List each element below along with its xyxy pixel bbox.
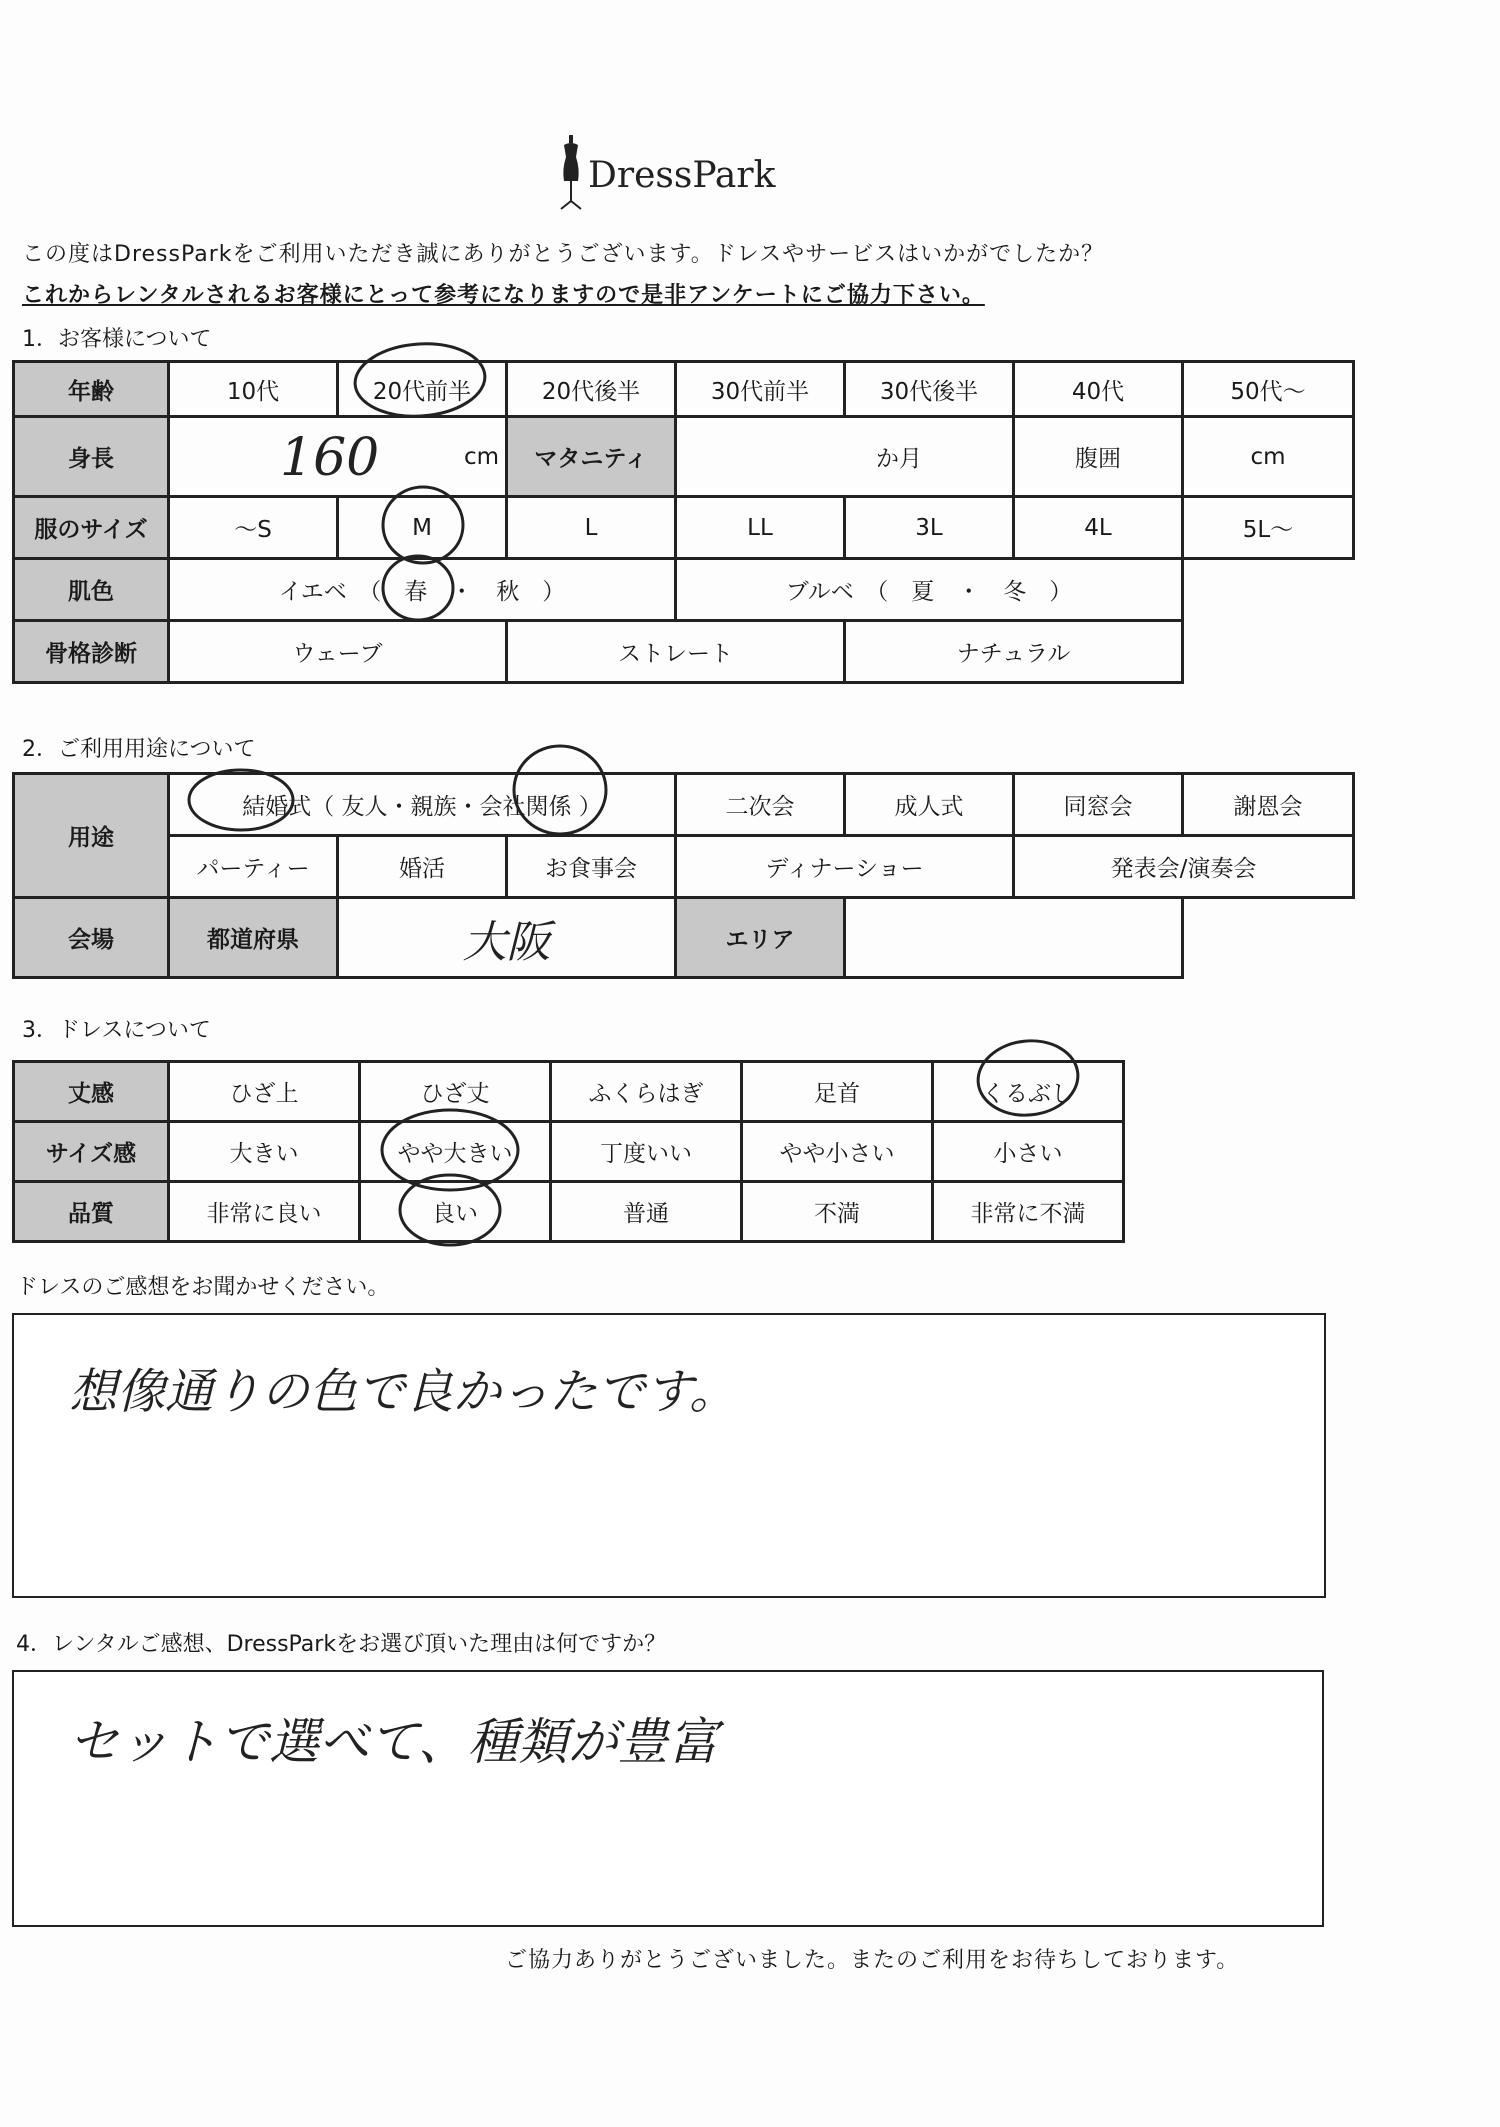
size-label: 服のサイズ (14, 497, 169, 559)
customer-table (12, 360, 1355, 684)
length-label: 丈感 (14, 1062, 169, 1122)
height-unit: cm (463, 444, 499, 470)
area-field[interactable] (845, 898, 1183, 978)
age-option[interactable]: 20代後半 (507, 362, 676, 417)
height-label: 身長 (14, 417, 169, 497)
empty-cell (1183, 559, 1354, 621)
purpose-option[interactable]: 発表会/演奏会 (1014, 836, 1354, 898)
fit-label: サイズ感 (14, 1122, 169, 1182)
purpose-label: 用途 (14, 774, 169, 898)
height-value: 160 (280, 428, 380, 488)
length-option[interactable]: くるぶし (933, 1062, 1124, 1122)
size-option[interactable]: 〜S (169, 497, 338, 559)
quality-option[interactable]: 普通 (551, 1182, 742, 1242)
dress-comment-text: 想像通りの色で良かったです。 (69, 1364, 738, 1420)
size-row (14, 497, 1354, 559)
fit-option[interactable]: やや大きい (360, 1122, 551, 1182)
skin-row (14, 559, 1354, 621)
purpose-option[interactable]: 二次会 (676, 774, 845, 836)
section2-title: 2．ご利用用途について (22, 737, 256, 762)
dress-form-icon (556, 135, 586, 215)
quality-option[interactable]: 非常に良い (169, 1182, 360, 1242)
age-option[interactable]: 30代前半 (676, 362, 845, 417)
fit-option[interactable]: 大きい (169, 1122, 360, 1182)
age-option[interactable]: 50代〜 (1183, 362, 1354, 417)
prefecture-label: 都道府県 (169, 898, 338, 978)
purpose-option[interactable]: 成人式 (845, 774, 1014, 836)
maternity-label: マタニティ (507, 417, 676, 497)
size-option[interactable]: M (338, 497, 507, 559)
purpose-row-2 (14, 836, 1354, 898)
dress-comment-prompt: ドレスのご感想をお聞かせください。 (16, 1275, 390, 1300)
prefecture-field[interactable] (338, 898, 676, 978)
venue-label: 会場 (14, 898, 169, 978)
empty-cell (1183, 898, 1354, 978)
purpose-table (12, 772, 1355, 979)
frame-row (14, 621, 1354, 683)
purpose-option[interactable]: パーティー (169, 836, 338, 898)
skin-yellow-option[interactable]: イエベ （ 春 ・ 秋 ） (169, 559, 676, 621)
quality-option[interactable]: 良い (360, 1182, 551, 1242)
empty-cell (1183, 621, 1354, 683)
venue-row (14, 898, 1354, 978)
purpose-option[interactable]: 謝恩会 (1183, 774, 1354, 836)
size-option[interactable]: L (507, 497, 676, 559)
reason-answer-box[interactable] (12, 1670, 1324, 1927)
section1-title: 1．お客様について (22, 327, 212, 352)
purpose-option[interactable]: お食事会 (507, 836, 676, 898)
prefecture-value: 大阪 (462, 916, 551, 968)
quality-option[interactable]: 不満 (742, 1182, 933, 1242)
maternity-months-field[interactable]: か月 (676, 417, 1014, 497)
dress-table (12, 1060, 1125, 1243)
age-option[interactable]: 30代後半 (845, 362, 1014, 417)
age-option[interactable]: 20代前半 (338, 362, 507, 417)
age-option[interactable]: 40代 (1014, 362, 1183, 417)
footer-thanks: ご協力ありがとうございました。またのご利用をお待ちしております。 (505, 1948, 1240, 1973)
height-row (14, 417, 1354, 497)
area-label: エリア (676, 898, 845, 978)
wedding-option[interactable]: 結婚式（ 友人・親族・会社関係 ） (169, 774, 676, 836)
belly-field[interactable]: cm (1183, 417, 1354, 497)
fit-option[interactable]: 丁度いい (551, 1122, 742, 1182)
section4-title: 4．レンタルご感想、DressParkをお選び頂いた理由は何ですか？ (16, 1632, 667, 1657)
height-field[interactable] (169, 417, 507, 497)
length-option[interactable]: ふくらはぎ (551, 1062, 742, 1122)
length-option[interactable]: ひざ丈 (360, 1062, 551, 1122)
fit-row (14, 1122, 1124, 1182)
length-option[interactable]: 足首 (742, 1062, 933, 1122)
intro-request: これからレンタルされるお客様にとって参考になりますので是非アンケートにご協力下さい。 (22, 283, 985, 308)
size-option[interactable]: LL (676, 497, 845, 559)
length-row (14, 1062, 1124, 1122)
frame-option[interactable]: ストレート (507, 621, 845, 683)
size-option[interactable]: 4L (1014, 497, 1183, 559)
length-option[interactable]: ひざ上 (169, 1062, 360, 1122)
age-label: 年齢 (14, 362, 169, 417)
purpose-option[interactable]: 婚活 (338, 836, 507, 898)
frame-option[interactable]: ナチュラル (845, 621, 1183, 683)
fit-option[interactable]: やや小さい (742, 1122, 933, 1182)
dresspark-logo (556, 135, 796, 215)
logo-text: DressPark (588, 155, 776, 196)
age-row (14, 362, 1354, 417)
purpose-row-1 (14, 774, 1354, 836)
size-option[interactable]: 3L (845, 497, 1014, 559)
reason-answer-text: セットで選べて、種類が豊富 (69, 1713, 718, 1771)
skin-label: 肌色 (14, 559, 169, 621)
section3-title: 3．ドレスについて (22, 1018, 211, 1043)
purpose-option[interactable]: ディナーショー (676, 836, 1014, 898)
frame-option[interactable]: ウェーブ (169, 621, 507, 683)
size-option[interactable]: 5L〜 (1183, 497, 1354, 559)
fit-option[interactable]: 小さい (933, 1122, 1124, 1182)
quality-option[interactable]: 非常に不満 (933, 1182, 1124, 1242)
dress-comment-box[interactable] (12, 1313, 1326, 1598)
skin-blue-option[interactable]: ブルベ （ 夏 ・ 冬 ） (676, 559, 1183, 621)
age-option[interactable]: 10代 (169, 362, 338, 417)
quality-label: 品質 (14, 1182, 169, 1242)
frame-label: 骨格診断 (14, 621, 169, 683)
purpose-option[interactable]: 同窓会 (1014, 774, 1183, 836)
quality-row (14, 1182, 1124, 1242)
belly-label: 腹囲 (1014, 417, 1183, 497)
intro-thanks: この度はDressParkをご利用いただき誠にありがとうございます。ドレスやサービスはいかがでしたか？ (22, 242, 1105, 267)
